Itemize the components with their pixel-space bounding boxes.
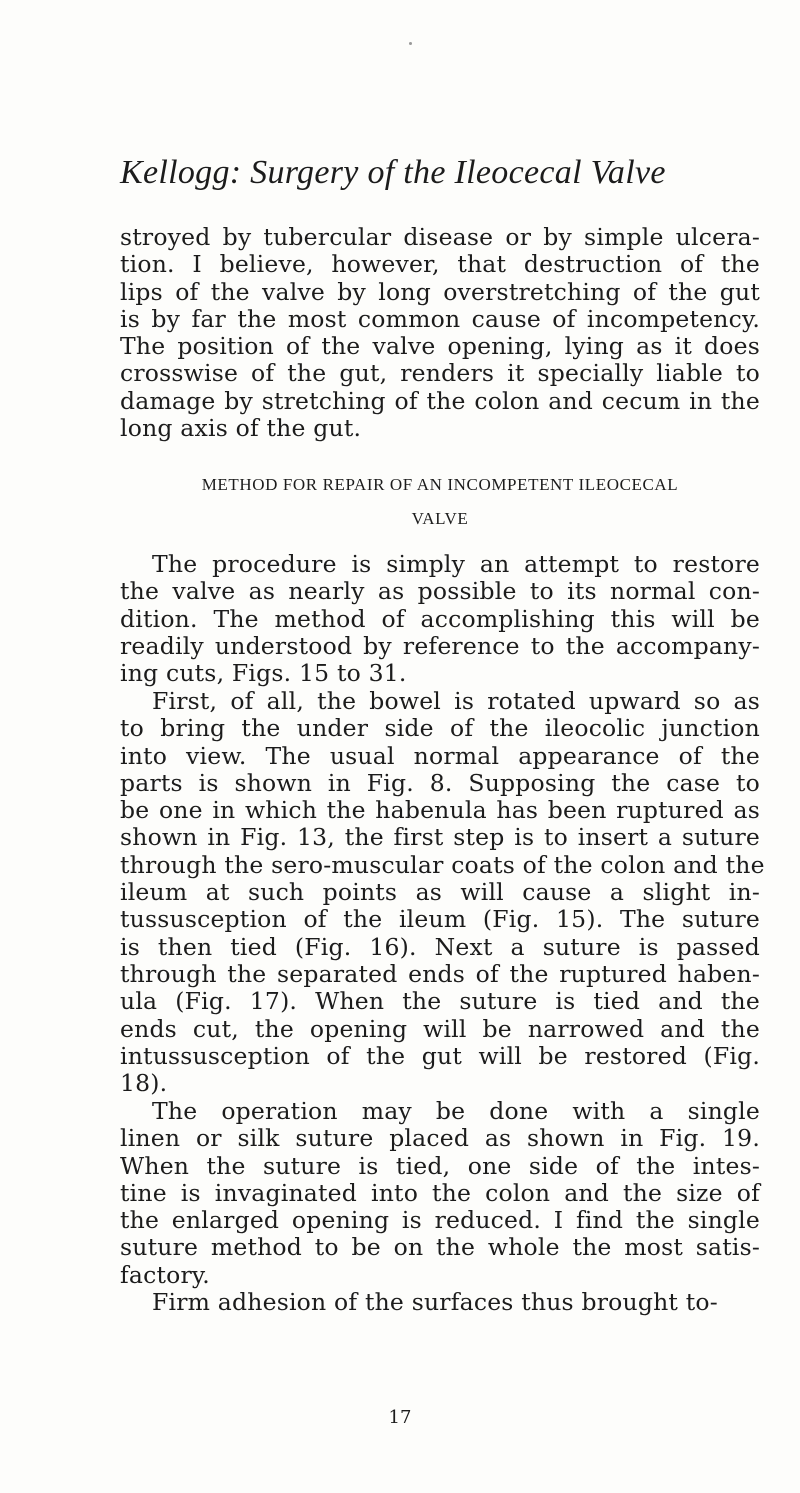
section-heading [120, 468, 760, 536]
paragraph-5 [120, 1289, 760, 1316]
text-line: into view. The usual normal appearance of the [120, 741, 760, 770]
paragraph-2 [120, 551, 760, 687]
text-line: The position of the valve opening, lying as it does [120, 332, 760, 361]
text-line: First, of all, the bowel is rotated upward so as [152, 687, 760, 715]
text-line: is then tied (Fig. 16). Next a suture is passed [120, 932, 760, 961]
section-heading-line: METHOD FOR REPAIR OF AN INCOMPETENT ILEOCECAL [201, 475, 679, 494]
text-line: ends cut, the opening will be narrowed and the [120, 1014, 760, 1043]
text-line: the valve as nearly as possible to its normal con- [120, 577, 760, 606]
paragraph-4 [120, 1098, 760, 1289]
text-line: ula (Fig. 17). When the suture is tied and the [120, 987, 760, 1016]
text-line: intussusception of the gut will be restored (Fig. [120, 1041, 760, 1070]
text-line: 18). [120, 1069, 168, 1098]
text-line: through the separated ends of the ruptured haben- [120, 959, 760, 988]
text-line: When the suture is tied, one side of the intes- [120, 1151, 760, 1180]
text-line: readily understood by reference to the accompany- [120, 631, 760, 660]
text-line: ing cuts, Figs. 15 to 31. [120, 659, 407, 688]
text-line: lips of the valve by long overstretching of the gut [120, 277, 760, 306]
paragraph-1 [120, 224, 760, 442]
text-line: The procedure is simply an attempt to restore [152, 550, 760, 578]
paragraph-3 [120, 687, 765, 1098]
text-line: tion. I believe, however, that destruction of the [120, 250, 760, 279]
text-line: to bring the under side of the ileocolic junction [120, 714, 760, 743]
text-line: damage by stretching of the colon and cecum in the [120, 386, 760, 415]
text-line: stroyed by tubercular disease or by simple ulcera- [120, 223, 760, 251]
text-line: ileum at such points as will cause a slight in- [120, 878, 760, 907]
text-line: shown in Fig. 13, the first step is to insert a suture [120, 823, 760, 852]
text-line: be one in which the habenula has been ruptured as [120, 796, 760, 825]
text-line: the enlarged opening is reduced. I find the single [120, 1206, 760, 1235]
text-line: suture method to be on the whole the most satis- [120, 1233, 760, 1262]
text-line: is by far the most common cause of incompetency. [120, 304, 760, 333]
running-head: Kellogg: Surgery of the Ileocecal Valve [120, 154, 666, 191]
page-number: 17 [388, 1407, 412, 1428]
section-heading-line: VALVE [411, 509, 469, 528]
text-line: long axis of the gut. [120, 414, 362, 443]
text-line: Firm adhesion of the surfaces thus brought to- [152, 1288, 718, 1316]
text-line: The operation may be done with a single [152, 1097, 760, 1125]
text-line: linen or silk suture placed as shown in Fig. 19. [120, 1124, 760, 1153]
text-line: parts is shown in Fig. 8. Supposing the case to [120, 768, 760, 797]
print-speck [409, 42, 412, 45]
text-line: crosswise of the gut, renders it specially liable to [120, 359, 760, 388]
text-line: factory. [120, 1260, 210, 1289]
text-line: dition. The method of accomplishing this will be [120, 604, 760, 633]
text-line: tine is invaginated into the colon and the size of [120, 1178, 760, 1207]
text-line: tussusception of the ileum (Fig. 15). The suture [120, 905, 760, 934]
text-line: through the sero-muscular coats of the colon and the [120, 850, 765, 879]
